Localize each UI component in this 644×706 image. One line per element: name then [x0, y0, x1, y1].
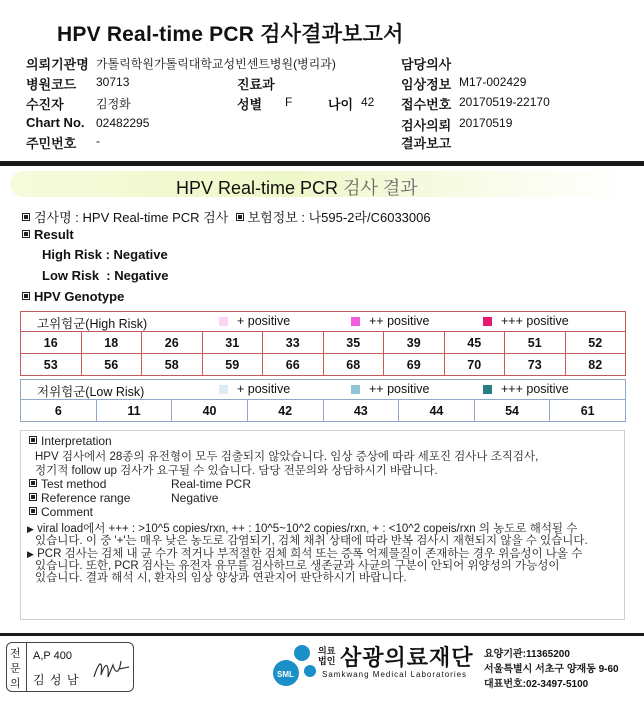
bullet-square-icon [22, 292, 30, 300]
section-title-kr: 검사 결과 [343, 178, 418, 198]
genotype-cell: 35 [323, 332, 384, 354]
triangle-bullet-icon: ▶ [27, 549, 34, 559]
genotype-cell: 73 [505, 354, 566, 376]
low-risk-genotype-table [20, 399, 626, 422]
low-risk-value: Negative [114, 268, 169, 283]
comment-2-line-c: 있습니다. 결과 해석 시, 환자의 임상 양상과 연관지어 판단하시기 바랍니다. [35, 572, 407, 584]
footer-divider [0, 633, 644, 636]
resident-number: - [96, 134, 100, 148]
genotype-cell: 82 [565, 354, 626, 376]
legend-plus-plus-plus: +++ positive [501, 382, 569, 396]
low-risk-legend [20, 379, 626, 399]
insurance-value: 나595-2라/C6033006 [308, 210, 431, 225]
genotype-cell: 33 [263, 332, 324, 354]
hospital-code: 30713 [96, 75, 130, 89]
bullet-square-icon [29, 479, 37, 487]
interpretation-line-2: 정기적 follow up 검사가 요구될 수 있습니다. 담당 전문의와 상담하시기 바랍니다. [35, 465, 438, 477]
section-title-en: HPV Real-time PCR [176, 178, 339, 198]
genotype-cell: 44 [399, 400, 475, 422]
legend-swatch-plus-plus-plus [483, 317, 492, 326]
bullet-square-icon [29, 436, 37, 444]
label-sex: 성별 [237, 97, 263, 112]
interpretation-heading: Interpretation [29, 434, 112, 448]
label-requesting-institution: 의뢰기관명 [26, 57, 89, 72]
result-heading: Result [22, 227, 74, 242]
legend-swatch-plus-plus [351, 385, 360, 394]
high-risk-value: Negative [113, 247, 168, 262]
high-risk-result [42, 247, 168, 262]
insurance-label: 보험정보 : [247, 210, 305, 225]
genotype-heading: HPV Genotype [22, 289, 124, 304]
reference-range-value: Negative [171, 491, 219, 505]
svg-text:SML: SML [277, 670, 294, 679]
genotype-cell: 59 [202, 354, 263, 376]
bullet-square-icon [22, 213, 30, 221]
comment-1-line-b: 있습니다. 이 중 '+'는 매우 낮은 농도로 감염되기, 검체 채취 상태에 따라 반복 검사시 재현되지 않을 수 있습니다. [35, 535, 588, 547]
legend-swatch-plus-plus-plus [483, 385, 492, 394]
genotype-cell: 56 [81, 354, 142, 376]
bullet-square-icon [29, 493, 37, 501]
legend-plus: + positive [237, 382, 291, 396]
label-clinical-info: 임상정보 [401, 77, 452, 92]
genotype-cell: 51 [505, 332, 566, 354]
test-method-value: Real-time PCR [171, 477, 252, 491]
genotype-cell: 39 [384, 332, 445, 354]
institution-code: 요양기관:11365200 [484, 649, 570, 660]
comment-2-line-a: PCR 검사는 검체 내 균 수가 적거나 부적절한 검체 희석 또는 증폭 억제물질이 존재하는 경우 위음성이 나올 수 [37, 548, 583, 560]
legend-swatch-plus-plus [351, 317, 360, 326]
genotype-cell: 68 [323, 354, 384, 376]
legend-swatch-plus [219, 385, 228, 394]
genotype-cell: 54 [474, 400, 550, 422]
genotype-row [21, 332, 626, 354]
label-request-date: 검사의뢰 [401, 118, 452, 133]
genotype-cell: 52 [565, 332, 626, 354]
genotype-cell: 43 [323, 400, 399, 422]
genotype-cell: 18 [81, 332, 142, 354]
triangle-bullet-icon: ▶ [27, 524, 34, 534]
interpretation-box [20, 430, 625, 620]
genotype-row [21, 354, 626, 376]
reference-range-label: Reference range [41, 491, 131, 505]
legend-plus: + positive [237, 314, 291, 328]
label-chart-no: Chart No. [26, 115, 85, 130]
legend-plus-plus: ++ positive [369, 382, 430, 396]
request-date: 20170519 [459, 116, 513, 130]
doctor-code: A,P 400 [33, 650, 72, 662]
phone-number: 대표번호:02-3497-5100 [484, 679, 589, 690]
age: 42 [361, 95, 375, 109]
stamp-side-label: 전 문 의 [7, 643, 27, 691]
genotype-cell: 70 [444, 354, 505, 376]
bullet-square-icon [236, 213, 244, 221]
label-patient: 수진자 [26, 97, 64, 112]
test-method-label: Test method [41, 477, 107, 491]
genotype-cell: 45 [444, 332, 505, 354]
genotype-cell: 31 [202, 332, 263, 354]
test-name-label: 검사명 : [34, 210, 79, 225]
high-risk-legend [20, 311, 626, 331]
doctor-name: 김 성 남 [33, 673, 80, 687]
interpretation-line-1: HPV 검사에서 28종의 유전형이 모두 검출되지 않았습니다. 임상 증상에 따라 세포진 검사나 조직검사, [35, 451, 539, 463]
patient-name: 김정화 [96, 97, 131, 111]
test-name-row [22, 207, 431, 226]
address: 서울특별시 서초구 양재동 9-60 [484, 664, 619, 675]
genotype-cell: 11 [96, 400, 172, 422]
report-title: HPV Real-time PCR 검사결과보고서 [57, 23, 404, 46]
comment-1-line-a: viral load에서 +++ : >10^5 copies/rxn, ++ : 10^5~10^2 copies/rxn, + : <10^2 copeis/rxn 의 농도로 해석될 수 [37, 523, 578, 535]
label-accession-number: 접수번호 [401, 97, 452, 112]
high-risk-label: High Risk : [42, 247, 110, 262]
bullet-square-icon [29, 507, 37, 515]
genotype-cell: 16 [21, 332, 82, 354]
test-method [29, 477, 106, 491]
legend-plus-plus-plus: +++ positive [501, 314, 569, 328]
bullet-square-icon [22, 230, 30, 238]
high-risk-group-label: 고위험군(High Risk) [37, 317, 148, 331]
low-risk-result [42, 268, 168, 283]
label-doctor: 담당의사 [401, 57, 452, 72]
genotype-cell: 69 [384, 354, 445, 376]
genotype-cell: 6 [21, 400, 97, 422]
sex: F [285, 95, 293, 109]
low-risk-group-label: 저위험군(Low Risk) [37, 385, 145, 399]
chart-no: 02482295 [96, 116, 150, 130]
genotype-cell: 26 [142, 332, 203, 354]
genotype-cell: 42 [247, 400, 323, 422]
organization-name: 삼광의료재단 [340, 645, 474, 670]
signature-icon [91, 655, 131, 685]
comment-heading: Comment [29, 505, 93, 519]
sml-logo-icon [272, 643, 318, 689]
genotype-cell: 40 [172, 400, 248, 422]
clinical-info: M17-002429 [459, 75, 527, 89]
genotype-row [21, 400, 626, 422]
legal-entity-label: 의료 법인 [318, 646, 336, 666]
header-divider [0, 161, 644, 166]
genotype-cell: 61 [550, 400, 626, 422]
label-resident-number: 주민번호 [26, 136, 77, 151]
accession-number: 20170519-22170 [459, 95, 550, 109]
high-risk-genotype-table [20, 331, 626, 376]
label-age: 나이 [328, 97, 354, 112]
organization-name-en: Samkwang Medical Laboratories [322, 670, 468, 679]
label-hospital-code: 병원코드 [26, 77, 77, 92]
low-risk-label: Low Risk : [42, 268, 111, 283]
label-department: 진료과 [237, 77, 275, 92]
comment-2-line-b: 있습니다. 또한, PCR 검사는 유전자 유무를 검사하므로 생존균과 사균의 구분이 안되어 위양성의 가능성이 [35, 560, 560, 572]
genotype-cell: 58 [142, 354, 203, 376]
requesting-institution: 가톨릭학원가톨릭대학교성빈센트병원(병리과) [96, 57, 336, 71]
legend-swatch-plus [219, 317, 228, 326]
legend-plus-plus: ++ positive [369, 314, 430, 328]
specialist-stamp [6, 642, 134, 692]
genotype-cell: 53 [21, 354, 82, 376]
section-title [176, 174, 418, 200]
reference-range [29, 491, 130, 505]
genotype-cell: 66 [263, 354, 324, 376]
label-result-report: 결과보고 [401, 136, 452, 151]
test-name-value: HPV Real-time PCR 검사 [82, 210, 229, 225]
